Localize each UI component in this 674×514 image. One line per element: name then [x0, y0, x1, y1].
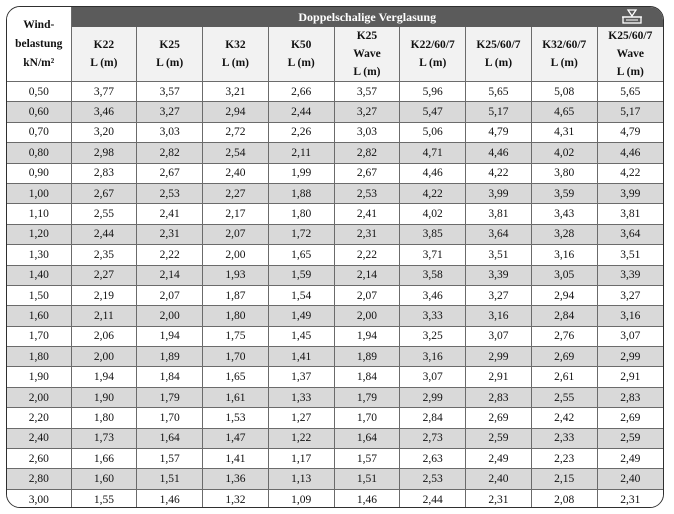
span-value-cell: 1,94: [137, 326, 203, 346]
column-header: [334, 27, 400, 82]
span-value-cell: 2,99: [400, 387, 466, 407]
span-value-cell: 1,09: [268, 489, 334, 508]
span-value-cell: 3,46: [71, 102, 137, 122]
span-value-cell: 3,81: [597, 204, 663, 224]
span-value-cell: 1,60: [71, 469, 137, 489]
span-value-cell: 1,54: [268, 285, 334, 305]
span-value-cell: 2,99: [466, 347, 532, 367]
span-value-cell: 2,00: [71, 347, 137, 367]
span-value-cell: 3,39: [597, 265, 663, 285]
span-value-cell: 1,80: [203, 306, 269, 326]
span-value-cell: 1,37: [268, 367, 334, 387]
column-header-row: [7, 27, 663, 82]
span-value-cell: 3,58: [400, 265, 466, 285]
span-value-cell: 3,27: [334, 102, 400, 122]
span-value-cell: 2,66: [268, 82, 334, 102]
span-value-cell: 1,41: [203, 449, 269, 469]
span-value-cell: 1,55: [71, 489, 137, 508]
span-value-cell: 1,64: [334, 428, 400, 448]
column-header-line: K32: [225, 39, 246, 51]
column-header-line: K25/60/7: [476, 39, 521, 51]
span-value-cell: 3,64: [597, 224, 663, 244]
span-value-cell: 2,53: [137, 183, 203, 203]
span-value-cell: 2,59: [466, 428, 532, 448]
span-value-cell: 3,25: [400, 326, 466, 346]
span-value-cell: 2,00: [137, 306, 203, 326]
span-value-cell: 2,44: [71, 224, 137, 244]
span-value-cell: 2,53: [400, 469, 466, 489]
wind-load-cell: 2,80: [7, 469, 71, 489]
wind-load-cell: 0,90: [7, 163, 71, 183]
span-value-cell: 4,02: [531, 143, 597, 163]
span-value-cell: 4,79: [466, 122, 532, 142]
span-value-cell: 3,71: [400, 245, 466, 265]
span-value-cell: 2,99: [597, 347, 663, 367]
wind-load-cell: 1,50: [7, 285, 71, 305]
column-header-line: L (m): [287, 57, 315, 69]
span-value-cell: 3,16: [531, 245, 597, 265]
span-value-cell: 2,55: [71, 204, 137, 224]
column-header: [137, 27, 203, 82]
column-header-line: L (m): [616, 66, 644, 78]
column-header-line: K22/60/7: [410, 39, 455, 51]
span-value-cell: 1,94: [71, 367, 137, 387]
span-value-cell: 4,22: [466, 163, 532, 183]
span-value-cell: 2,44: [400, 489, 466, 508]
span-value-cell: 2,69: [531, 347, 597, 367]
span-value-cell: 3,81: [466, 204, 532, 224]
span-value-cell: 2,63: [400, 449, 466, 469]
span-value-cell: 2,23: [531, 449, 597, 469]
column-header-line: K25/60/7: [608, 30, 653, 42]
span-value-cell: 1,33: [268, 387, 334, 407]
wind-load-cell: 0,80: [7, 143, 71, 163]
span-value-cell: 2,07: [334, 285, 400, 305]
span-value-cell: 3,05: [531, 265, 597, 285]
span-value-cell: 2,44: [268, 102, 334, 122]
table-row: [7, 306, 663, 326]
table-row: [7, 163, 663, 183]
wind-load-header-line-3: kN/m²: [23, 56, 55, 69]
span-value-cell: 4,46: [400, 163, 466, 183]
span-value-cell: 5,08: [531, 82, 597, 102]
column-header-line: L (m): [550, 57, 578, 69]
wind-load-cell: 1,90: [7, 367, 71, 387]
span-value-cell: 1,94: [334, 326, 400, 346]
span-value-cell: 4,46: [466, 143, 532, 163]
table-row: [7, 469, 663, 489]
span-value-cell: 2,91: [597, 367, 663, 387]
span-value-cell: 2,27: [203, 183, 269, 203]
wind-load-cell: 1,60: [7, 306, 71, 326]
span-value-cell: 4,02: [400, 204, 466, 224]
span-value-cell: 1,87: [203, 285, 269, 305]
span-value-cell: 3,07: [466, 326, 532, 346]
span-value-cell: 2,67: [137, 163, 203, 183]
span-value-cell: 3,33: [400, 306, 466, 326]
span-value-cell: 2,73: [400, 428, 466, 448]
span-value-cell: 2,14: [334, 265, 400, 285]
span-value-cell: 2,06: [71, 326, 137, 346]
wind-load-cell: 0,60: [7, 102, 71, 122]
span-value-cell: 1,46: [137, 489, 203, 508]
column-header: [268, 27, 334, 82]
wind-load-cell: 2,00: [7, 387, 71, 407]
span-value-cell: 1,66: [71, 449, 137, 469]
span-value-cell: 1,90: [71, 387, 137, 407]
span-value-cell: 2,42: [531, 408, 597, 428]
span-value-cell: 3,27: [137, 102, 203, 122]
span-value-cell: 3,43: [531, 204, 597, 224]
span-value-cell: 2,94: [531, 285, 597, 305]
column-header-line: L (m): [419, 57, 447, 69]
span-value-cell: 3,27: [466, 285, 532, 305]
table-body: [7, 82, 663, 509]
span-value-cell: 2,00: [334, 306, 400, 326]
column-header-line: L (m): [90, 57, 118, 69]
span-value-cell: 3,59: [531, 183, 597, 203]
column-header-line: L (m): [484, 57, 513, 69]
span-value-cell: 2,84: [531, 306, 597, 326]
span-value-cell: 3,85: [400, 224, 466, 244]
column-header: [597, 27, 663, 82]
wind-load-cell: 0,70: [7, 122, 71, 142]
table-row: [7, 245, 663, 265]
span-value-cell: 2,11: [71, 306, 137, 326]
column-header: [71, 27, 137, 82]
span-value-cell: 2,91: [466, 367, 532, 387]
span-value-cell: 5,17: [597, 102, 663, 122]
table-row: [7, 326, 663, 346]
span-value-cell: 3,20: [71, 122, 137, 142]
span-value-cell: 2,83: [597, 387, 663, 407]
span-value-cell: 1,75: [203, 326, 269, 346]
span-value-cell: 3,16: [466, 306, 532, 326]
span-value-cell: 1,17: [268, 449, 334, 469]
span-value-cell: 1,79: [334, 387, 400, 407]
table-row: [7, 82, 663, 102]
table-row: [7, 367, 663, 387]
span-value-cell: 3,99: [597, 183, 663, 203]
column-header: [531, 27, 597, 82]
span-value-cell: 5,47: [400, 102, 466, 122]
span-value-cell: 2,07: [137, 285, 203, 305]
span-value-cell: 2,40: [597, 469, 663, 489]
column-header: [400, 27, 466, 82]
span-value-cell: 2,35: [71, 245, 137, 265]
span-value-cell: 2,59: [597, 428, 663, 448]
span-value-cell: 2,49: [466, 449, 532, 469]
glazing-icon: [621, 8, 643, 24]
table-row: [7, 489, 663, 508]
span-value-cell: 1,70: [334, 408, 400, 428]
span-value-cell: 1,36: [203, 469, 269, 489]
span-value-cell: 2,41: [334, 204, 400, 224]
span-value-cell: 4,79: [597, 122, 663, 142]
span-value-cell: 1,51: [334, 469, 400, 489]
wind-load-header: [7, 7, 71, 82]
span-value-cell: 2,72: [203, 122, 269, 142]
span-value-cell: 2,94: [203, 102, 269, 122]
column-header-line: K25: [159, 39, 180, 51]
span-value-cell: 1,45: [268, 326, 334, 346]
span-value-cell: 2,84: [400, 408, 466, 428]
span-value-cell: 2,82: [334, 143, 400, 163]
wind-load-cell: 2,40: [7, 428, 71, 448]
table-row: [7, 122, 663, 142]
span-value-cell: 3,03: [334, 122, 400, 142]
column-header-line: Wave: [353, 48, 381, 60]
span-value-cell: 3,51: [466, 245, 532, 265]
span-value-cell: 3,57: [137, 82, 203, 102]
span-value-cell: 3,80: [531, 163, 597, 183]
span-value-cell: 4,22: [597, 163, 663, 183]
span-value-cell: 1,70: [203, 347, 269, 367]
span-value-cell: 2,55: [531, 387, 597, 407]
span-value-cell: 3,46: [400, 285, 466, 305]
span-value-cell: 2,69: [466, 408, 532, 428]
column-header-line: Wave: [616, 48, 645, 60]
span-value-cell: 3,07: [597, 326, 663, 346]
span-value-cell: 2,11: [268, 143, 334, 163]
span-value-cell: 1,61: [203, 387, 269, 407]
banner-title: Doppelschalige Verglasung: [298, 9, 437, 24]
span-value-cell: 2,76: [531, 326, 597, 346]
span-value-cell: 2,61: [531, 367, 597, 387]
span-value-cell: 2,31: [466, 489, 532, 508]
span-value-cell: 1,64: [137, 428, 203, 448]
span-value-cell: 3,21: [203, 82, 269, 102]
span-value-cell: 2,22: [334, 245, 400, 265]
column-header-line: K50: [290, 39, 312, 51]
span-value-cell: 1,49: [268, 306, 334, 326]
table-row: [7, 102, 663, 122]
wind-load-cell: 1,70: [7, 326, 71, 346]
wind-load-cell: 1,20: [7, 224, 71, 244]
span-value-cell: 3,07: [400, 367, 466, 387]
span-value-cell: 2,53: [334, 183, 400, 203]
table-row: [7, 204, 663, 224]
span-value-cell: 1,79: [137, 387, 203, 407]
span-value-cell: 2,31: [597, 489, 663, 508]
span-value-cell: 2,83: [71, 163, 137, 183]
span-value-cell: 2,14: [137, 265, 203, 285]
span-value-cell: 3,28: [531, 224, 597, 244]
span-value-cell: 5,65: [597, 82, 663, 102]
span-value-cell: 5,65: [466, 82, 532, 102]
span-value-cell: 1,80: [71, 408, 137, 428]
span-value-cell: 2,98: [71, 143, 137, 163]
wind-load-cell: 1,00: [7, 183, 71, 203]
span-value-cell: 1,84: [137, 367, 203, 387]
span-value-cell: 1,65: [268, 245, 334, 265]
table-row: [7, 143, 663, 163]
column-header-line: K22: [93, 39, 115, 51]
span-value-cell: 2,69: [597, 408, 663, 428]
span-value-cell: 4,46: [597, 143, 663, 163]
span-value-cell: 1,93: [203, 265, 269, 285]
table-row: [7, 224, 663, 244]
span-value-cell: 2,00: [203, 245, 269, 265]
glazing-span-table-frame: [6, 6, 664, 508]
span-value-cell: 2,15: [531, 469, 597, 489]
span-value-cell: 1,70: [137, 408, 203, 428]
span-value-cell: 1,47: [203, 428, 269, 448]
span-value-cell: 1,84: [334, 367, 400, 387]
span-value-cell: 2,27: [71, 265, 137, 285]
span-value-cell: 2,22: [137, 245, 203, 265]
span-value-cell: 4,22: [400, 183, 466, 203]
span-value-cell: 5,17: [466, 102, 532, 122]
column-header: [466, 27, 532, 82]
wind-load-cell: 2,60: [7, 449, 71, 469]
span-value-cell: 2,08: [531, 489, 597, 508]
column-header: [203, 27, 269, 82]
span-value-cell: 1,89: [334, 347, 400, 367]
span-value-cell: 2,07: [203, 224, 269, 244]
span-value-cell: 1,99: [268, 163, 334, 183]
wind-load-cell: 1,10: [7, 204, 71, 224]
span-value-cell: 3,99: [466, 183, 532, 203]
wind-load-header-line-2: belastung: [15, 37, 63, 50]
span-value-cell: 3,51: [597, 245, 663, 265]
table-row: [7, 387, 663, 407]
span-value-cell: 3,03: [137, 122, 203, 142]
span-value-cell: 2,67: [334, 163, 400, 183]
span-value-cell: 2,31: [334, 224, 400, 244]
span-value-cell: 2,82: [137, 143, 203, 163]
span-value-cell: 1,32: [203, 489, 269, 508]
span-value-cell: 1,73: [71, 428, 137, 448]
column-header-line: L (m): [221, 57, 249, 69]
span-value-cell: 3,16: [400, 347, 466, 367]
span-value-cell: 2,49: [597, 449, 663, 469]
span-value-cell: 1,57: [334, 449, 400, 469]
span-value-cell: 3,39: [466, 265, 532, 285]
span-value-cell: 1,65: [203, 367, 269, 387]
table-row: [7, 428, 663, 448]
span-value-cell: 1,22: [268, 428, 334, 448]
span-value-cell: 2,33: [531, 428, 597, 448]
span-value-cell: 1,46: [334, 489, 400, 508]
column-header-line: K32/60/7: [542, 39, 587, 51]
span-value-cell: 1,13: [268, 469, 334, 489]
span-value-cell: 2,41: [137, 204, 203, 224]
span-value-cell: 2,40: [203, 163, 269, 183]
wind-load-cell: 1,30: [7, 245, 71, 265]
span-value-cell: 2,54: [203, 143, 269, 163]
span-value-cell: 1,80: [268, 204, 334, 224]
span-value-cell: 3,27: [597, 285, 663, 305]
table-row: [7, 183, 663, 203]
wind-load-cell: 1,80: [7, 347, 71, 367]
span-value-cell: 1,72: [268, 224, 334, 244]
span-value-cell: 1,27: [268, 408, 334, 428]
span-value-cell: 5,96: [400, 82, 466, 102]
span-value-cell: 2,67: [71, 183, 137, 203]
column-header-line: L (m): [156, 57, 184, 69]
wind-load-cell: 3,00: [7, 489, 71, 508]
wind-load-cell: 0,50: [7, 82, 71, 102]
span-value-cell: 1,57: [137, 449, 203, 469]
span-value-cell: 1,89: [137, 347, 203, 367]
span-value-cell: 4,71: [400, 143, 466, 163]
table-row: [7, 285, 663, 305]
span-value-cell: 3,64: [466, 224, 532, 244]
table-row: [7, 265, 663, 285]
span-value-cell: 1,59: [268, 265, 334, 285]
span-value-cell: 2,17: [203, 204, 269, 224]
span-value-cell: 4,31: [531, 122, 597, 142]
table-row: [7, 347, 663, 367]
span-value-cell: 2,40: [466, 469, 532, 489]
span-value-cell: 1,53: [203, 408, 269, 428]
span-value-cell: 5,06: [400, 122, 466, 142]
span-value-cell: 1,51: [137, 469, 203, 489]
span-value-cell: 2,31: [137, 224, 203, 244]
table-row: [7, 408, 663, 428]
span-value-cell: 1,88: [268, 183, 334, 203]
table-row: [7, 449, 663, 469]
span-value-cell: 2,19: [71, 285, 137, 305]
wind-load-header-line-1: Wind-: [23, 18, 55, 31]
column-header-line: L (m): [353, 66, 381, 78]
span-value-cell: 4,65: [531, 102, 597, 122]
wind-load-cell: 2,20: [7, 408, 71, 428]
wind-load-cell: 1,40: [7, 265, 71, 285]
span-table: [7, 7, 663, 508]
span-value-cell: 1,41: [268, 347, 334, 367]
span-value-cell: 3,77: [71, 82, 137, 102]
column-header-line: K25: [356, 30, 378, 42]
span-value-cell: 2,83: [466, 387, 532, 407]
glazing-type-banner: [71, 7, 663, 27]
span-value-cell: 2,26: [268, 122, 334, 142]
span-value-cell: 3,16: [597, 306, 663, 326]
span-value-cell: 3,57: [334, 82, 400, 102]
